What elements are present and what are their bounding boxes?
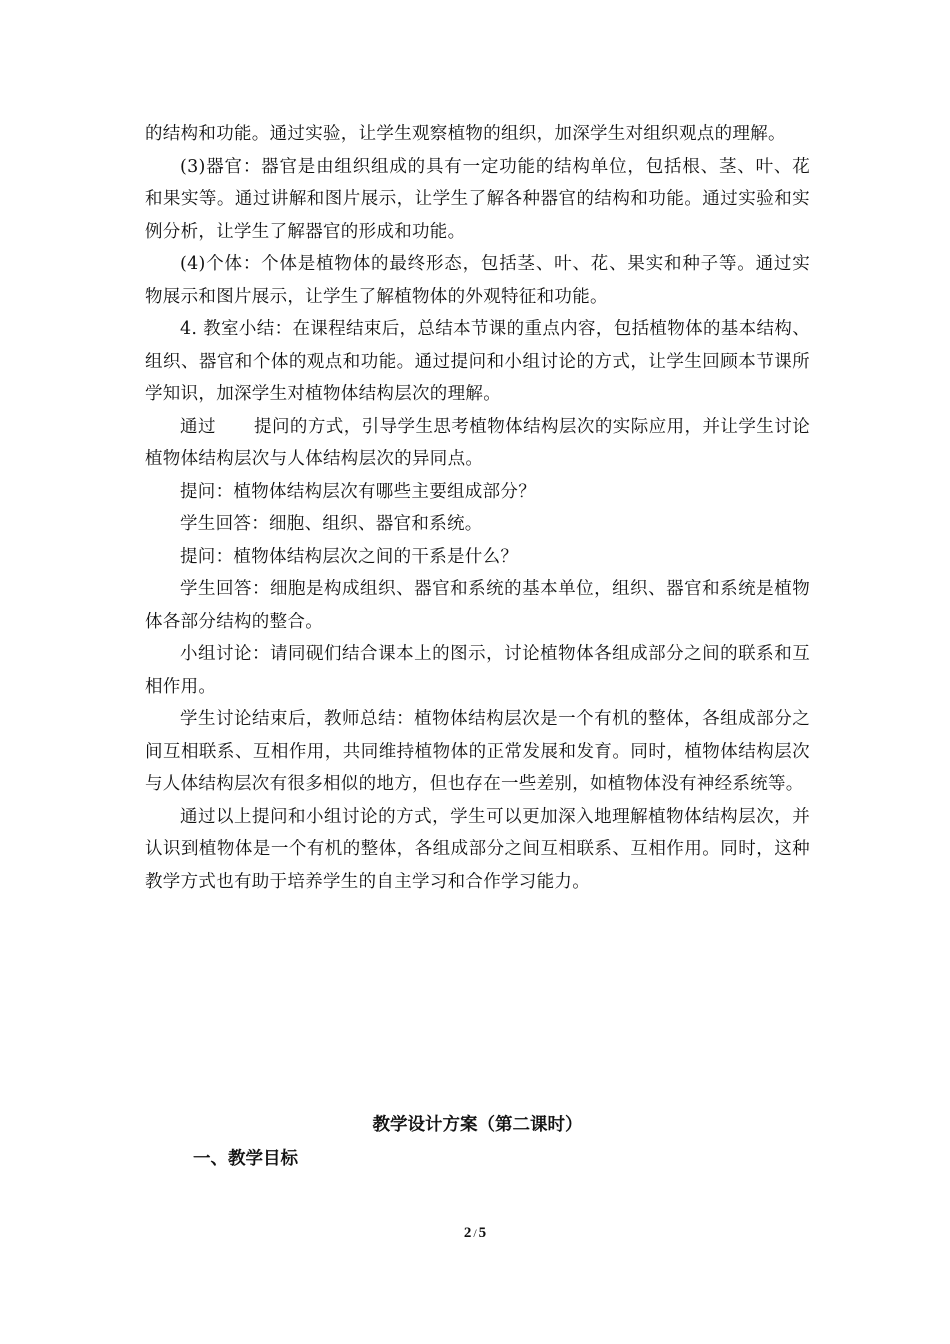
- answer-2: 学生回答：细胞是构成组织、器官和系统的基本单位，组织、器官和系统是植物体各部分结构的整合。: [145, 579, 810, 632]
- current-page: 2: [463, 1225, 472, 1241]
- conclusion-paragraph: 通过以上提问和小组讨论的方式，学生可以更加深入地理解植物体结构层次，并认识到植物体是一个有机的整体，各组成部分之间互相联系、互相作用。同时，这种教学方式也有助于培养学生的自主学习和合作学习能力。: [145, 806, 810, 892]
- question-1: 提问：植物体结构层次有哪些主要组成部分？: [180, 481, 536, 502]
- question-2: 提问：植物体结构层次之间的干系是什么？: [180, 546, 519, 567]
- paragraph-application-rest: 提问的方式，引导学生思考植物体结构层次的实际应用，并让学生讨论植物体结构层次与人体结构层次的异同点。: [145, 416, 810, 469]
- page-number: [0, 1225, 950, 1242]
- total-pages: 5: [478, 1225, 487, 1241]
- paragraph-application-start: 通过: [180, 416, 216, 437]
- group-discussion: 小组讨论：请同砚们结合课本上的图示，讨论植物体各组成部分之间的联系和互相作用。: [145, 644, 810, 697]
- paragraph-organs: (3)器官：器官是由组织组成的具有一定功能的结构单位，包括根、茎、叶、花和果实等。通过讲解和图片展示，让学生了解各种器官的结构和功能。通过实验和实例分析，让学生了解器官的形成和功能。: [145, 156, 810, 242]
- paragraph-individual: (4)个体：个体是植物体的最终形态，包括茎、叶、花、果实和种子等。通过实物展示和图片展示，让学生了解植物体的外观特征和功能。: [145, 254, 810, 307]
- paragraph-application: [145, 411, 810, 476]
- page-separator: /: [473, 1226, 477, 1240]
- section-title: 教学设计方案（第二课时）: [372, 1115, 583, 1135]
- document-body: [145, 118, 810, 898]
- answer-1: 学生回答：细胞、组织、器官和系统。: [180, 514, 483, 534]
- paragraph-continuation: 的结构和功能。通过实验，让学生观察植物的组织，加深学生对组织观点的理解。: [145, 124, 786, 144]
- subsection-title: 一、教学目标: [193, 1149, 298, 1169]
- paragraph-classroom-summary: 4. 教室小结：在课程结束后，总结本节课的重点内容，包括植物体的基本结构、组织、器官和个体的观点和功能。通过提问和小组讨论的方式，让学生回顾本节课所学知识，加深学生对植物体结构层次的理解。: [145, 319, 810, 404]
- teacher-summary: 学生讨论结束后，教师总结：植物体结构层次是一个有机的整体，各组成部分之间互相联系、互相作用，共同维持植物体的正常发展和发育。同时，植物体结构层次与人体结构层次有很多相似的地方，但也存在一些差别，如植物体没有神经系统等。: [145, 709, 810, 794]
